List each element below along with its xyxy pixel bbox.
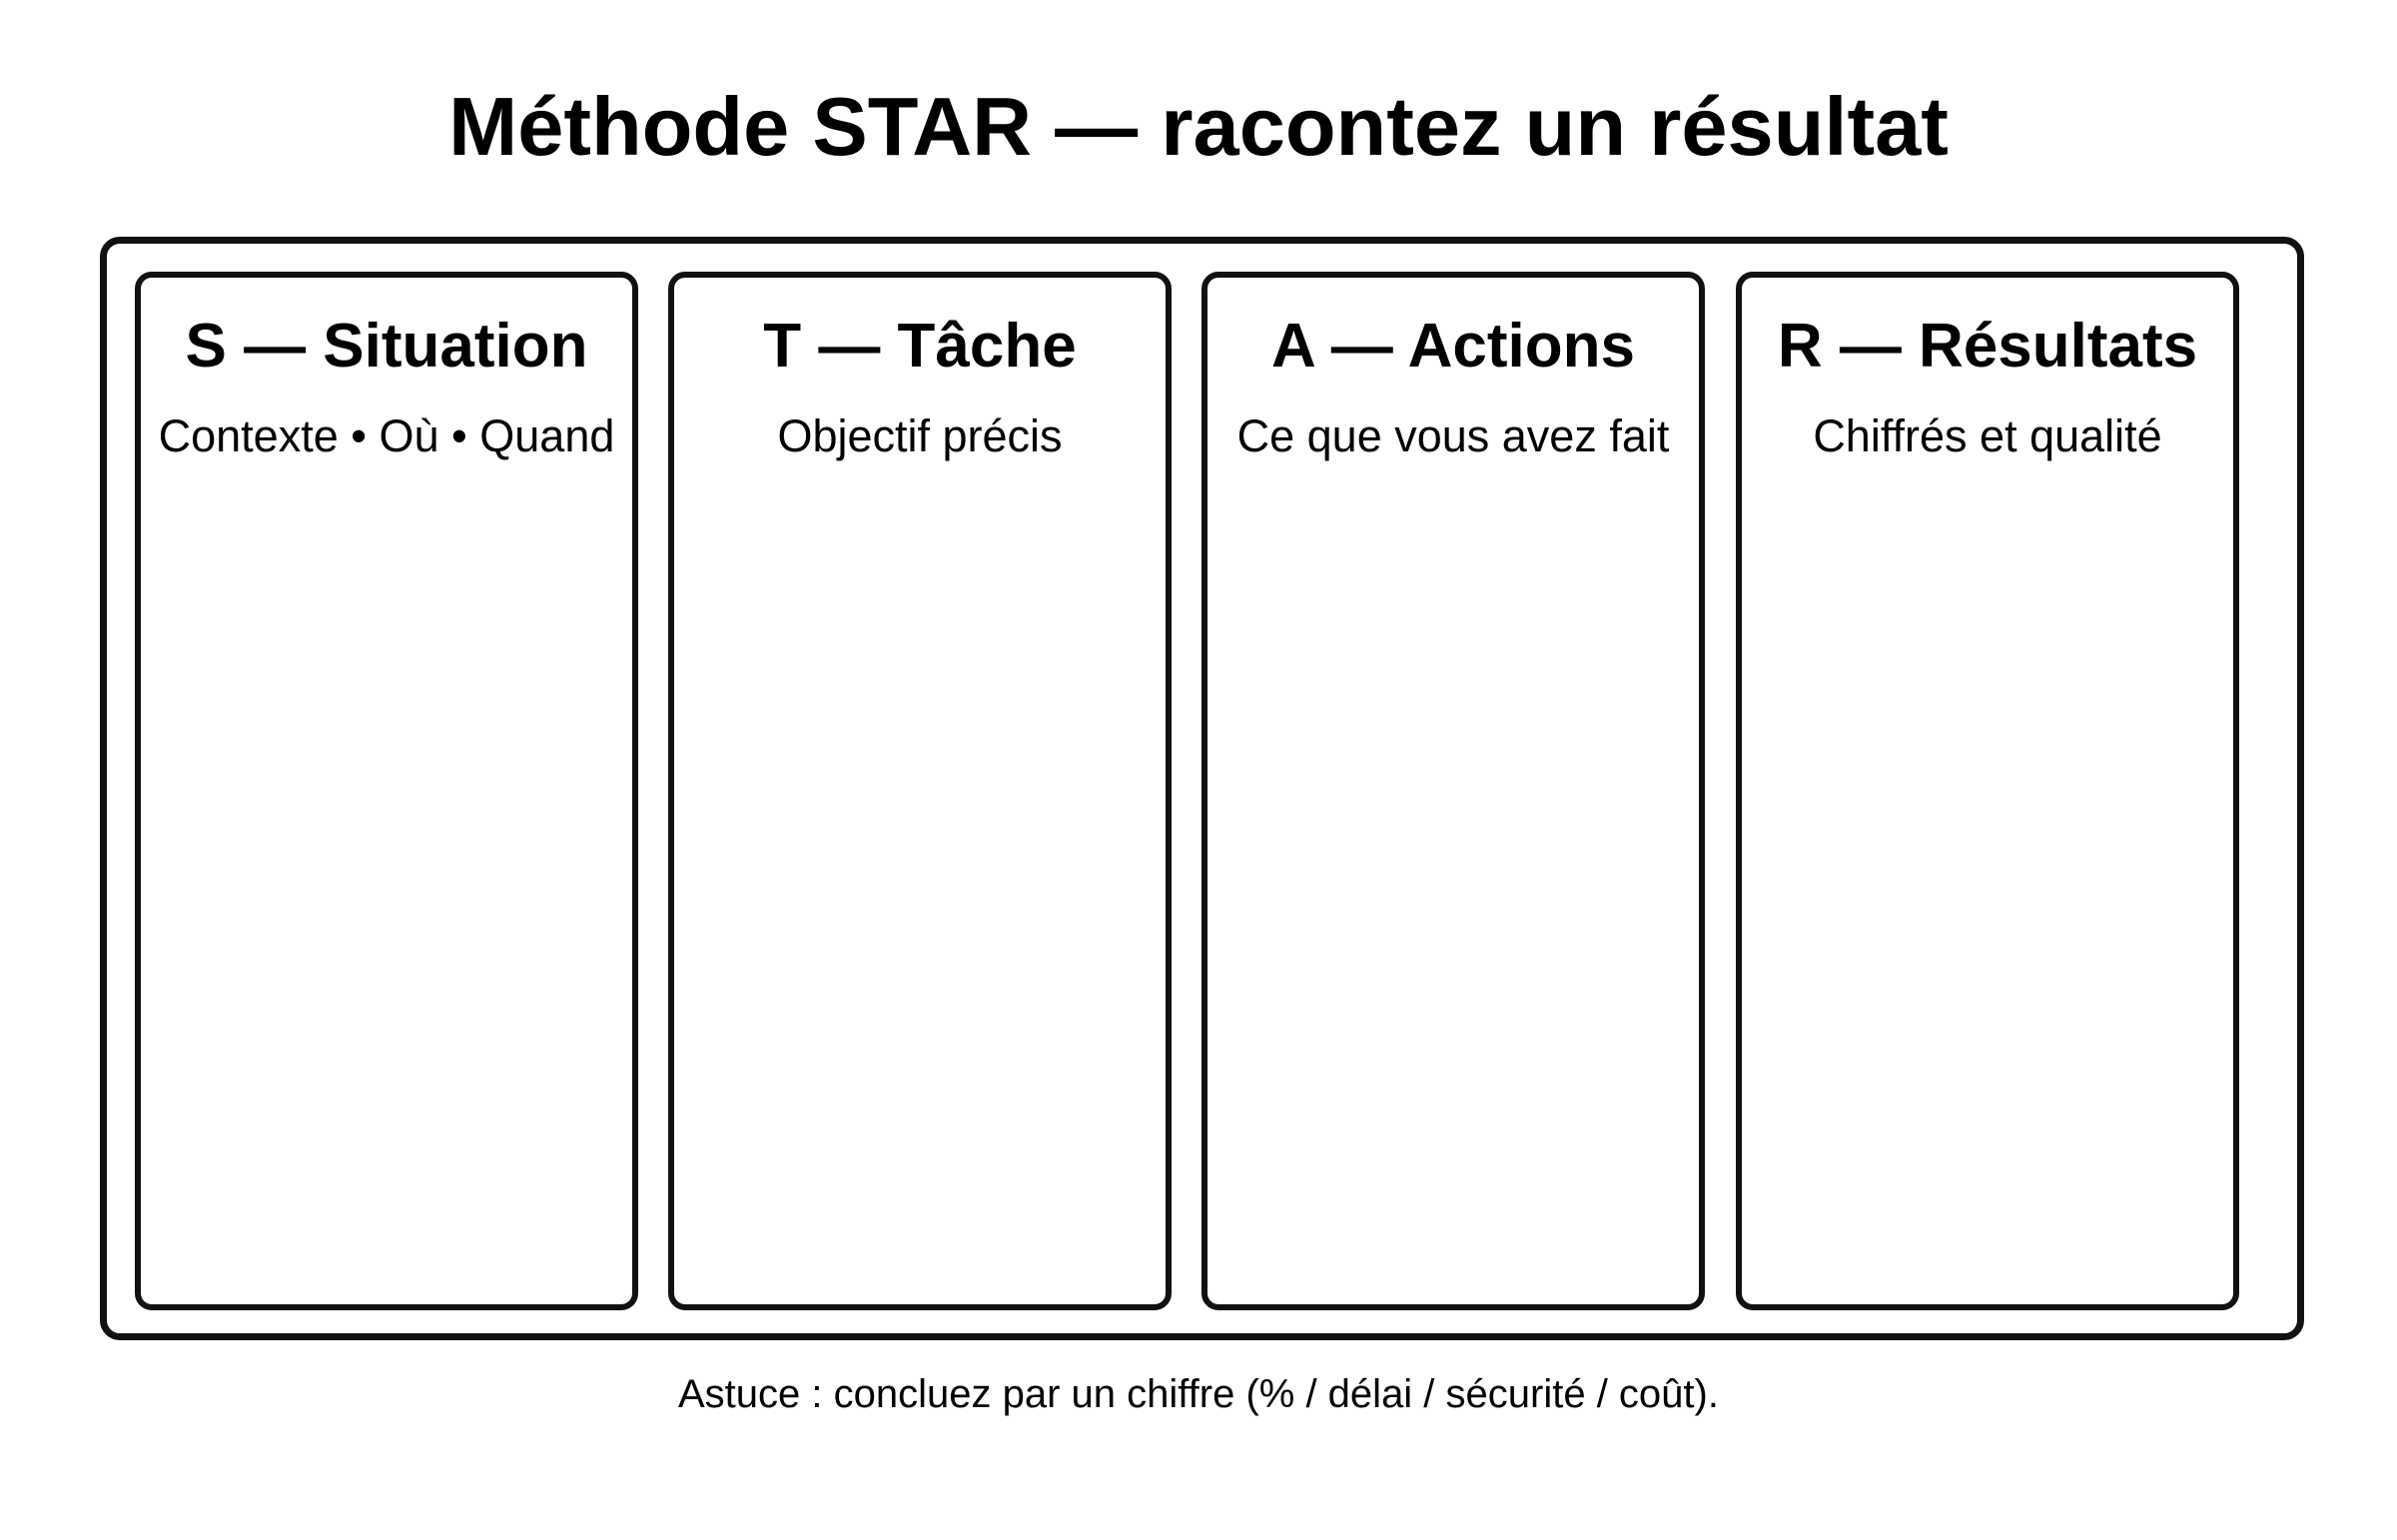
column-actions <box>1201 272 1705 1310</box>
page-title: Méthode STAR — racontez un résultat <box>448 80 1949 173</box>
column-heading: T — Tâche <box>763 312 1077 381</box>
column-heading: S — Situation <box>185 312 588 381</box>
column-subtitle: Ce que vous avez fait <box>1236 410 1670 461</box>
column-heading: R — Résultats <box>1777 312 2198 381</box>
column-resultats <box>1736 272 2239 1310</box>
column-tache <box>668 272 1172 1310</box>
column-subtitle: Chiffrés et qualité <box>1813 410 2162 461</box>
column-subtitle: Objectif précis <box>777 410 1063 461</box>
column-subtitle: Contexte • Où • Quand <box>158 410 615 461</box>
column-heading: A — Actions <box>1271 312 1635 381</box>
column-situation <box>135 272 638 1310</box>
tip-text: Astuce : concluez par un chiffre (% / délai / sécurité / coût). <box>678 1372 1719 1416</box>
